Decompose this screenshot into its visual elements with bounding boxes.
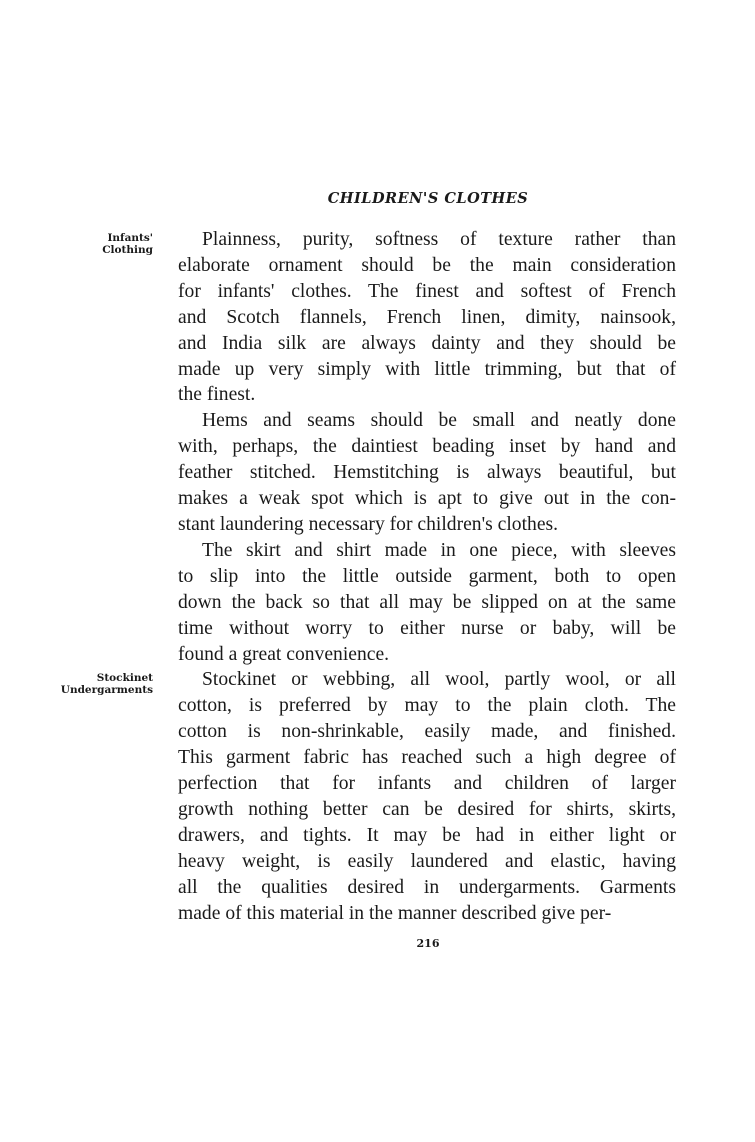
text-line: the finest.: [178, 384, 256, 406]
text-line: and India silk are always dainty and they should be: [178, 332, 676, 354]
text-line: perfection that for infants and children of larger: [178, 773, 676, 795]
margin-note-stockinet-undergarments: [61, 672, 153, 696]
text-line: stant laundering necessary for children's clothes.: [178, 513, 559, 535]
page-title: CHILDREN'S CLOTHES: [327, 190, 529, 207]
text-line: growth nothing better can be desired for shirts, skirts,: [178, 798, 676, 820]
text-line: made up very simply with little trimming, but that of: [178, 358, 676, 380]
text-line: found a great convenience.: [178, 643, 390, 665]
text-line: The skirt and shirt made in one piece, with sleeves: [202, 539, 676, 561]
text-line: down the back so that all may be slipped on at the same: [178, 591, 676, 613]
margin-note-line: Undergarments: [60, 684, 153, 696]
text-line: and Scotch flannels, French linen, dimity, nainsook,: [178, 306, 676, 328]
paragraph: [178, 227, 676, 408]
text-line: cotton is non-shrinkable, easily made, and finished.: [178, 721, 676, 743]
margin-note-line: Stockinet: [96, 672, 153, 684]
text-line: heavy weight, is easily laundered and elastic, having: [178, 850, 676, 872]
paragraph: [178, 667, 676, 926]
text-line: made of this material in the manner described give per-: [178, 902, 612, 924]
text-line: to slip into the little outside garment, both to open: [178, 565, 676, 587]
text-line: drawers, and tights. It may be had in either light or: [178, 824, 676, 846]
paragraph: [178, 408, 676, 538]
text-line: with, perhaps, the daintiest beading inset by hand and: [178, 436, 676, 458]
margin-note-line: Clothing: [102, 244, 153, 256]
margin-note-infants-clothing: [102, 232, 153, 256]
text-line: Plainness, purity, softness of texture rather than: [202, 229, 676, 250]
text-line: Stockinet or webbing, all wool, partly wool, or all: [202, 669, 676, 691]
margin-note-line: Infants': [107, 232, 153, 244]
text-line: makes a weak spot which is apt to give out in the con-: [178, 488, 676, 510]
text-line: time without worry to either nurse or baby, will be: [178, 617, 676, 639]
paragraph: [178, 538, 676, 668]
text-line: elaborate ornament should be the main consideration: [178, 254, 676, 276]
text-line: all the qualities desired in undergarments. Garments: [178, 876, 676, 898]
text-line: This garment fabric has reached such a high degree of: [178, 747, 676, 769]
text-line: Hems and seams should be small and neatly done: [202, 410, 676, 432]
text-line: feather stitched. Hemstitching is always beautiful, but: [178, 462, 676, 484]
body-text: [178, 227, 676, 926]
page-number: 216: [416, 937, 440, 950]
text-line: cotton, is preferred by may to the plain cloth. The: [178, 695, 676, 717]
text-line: for infants' clothes. The finest and softest of French: [178, 280, 676, 302]
